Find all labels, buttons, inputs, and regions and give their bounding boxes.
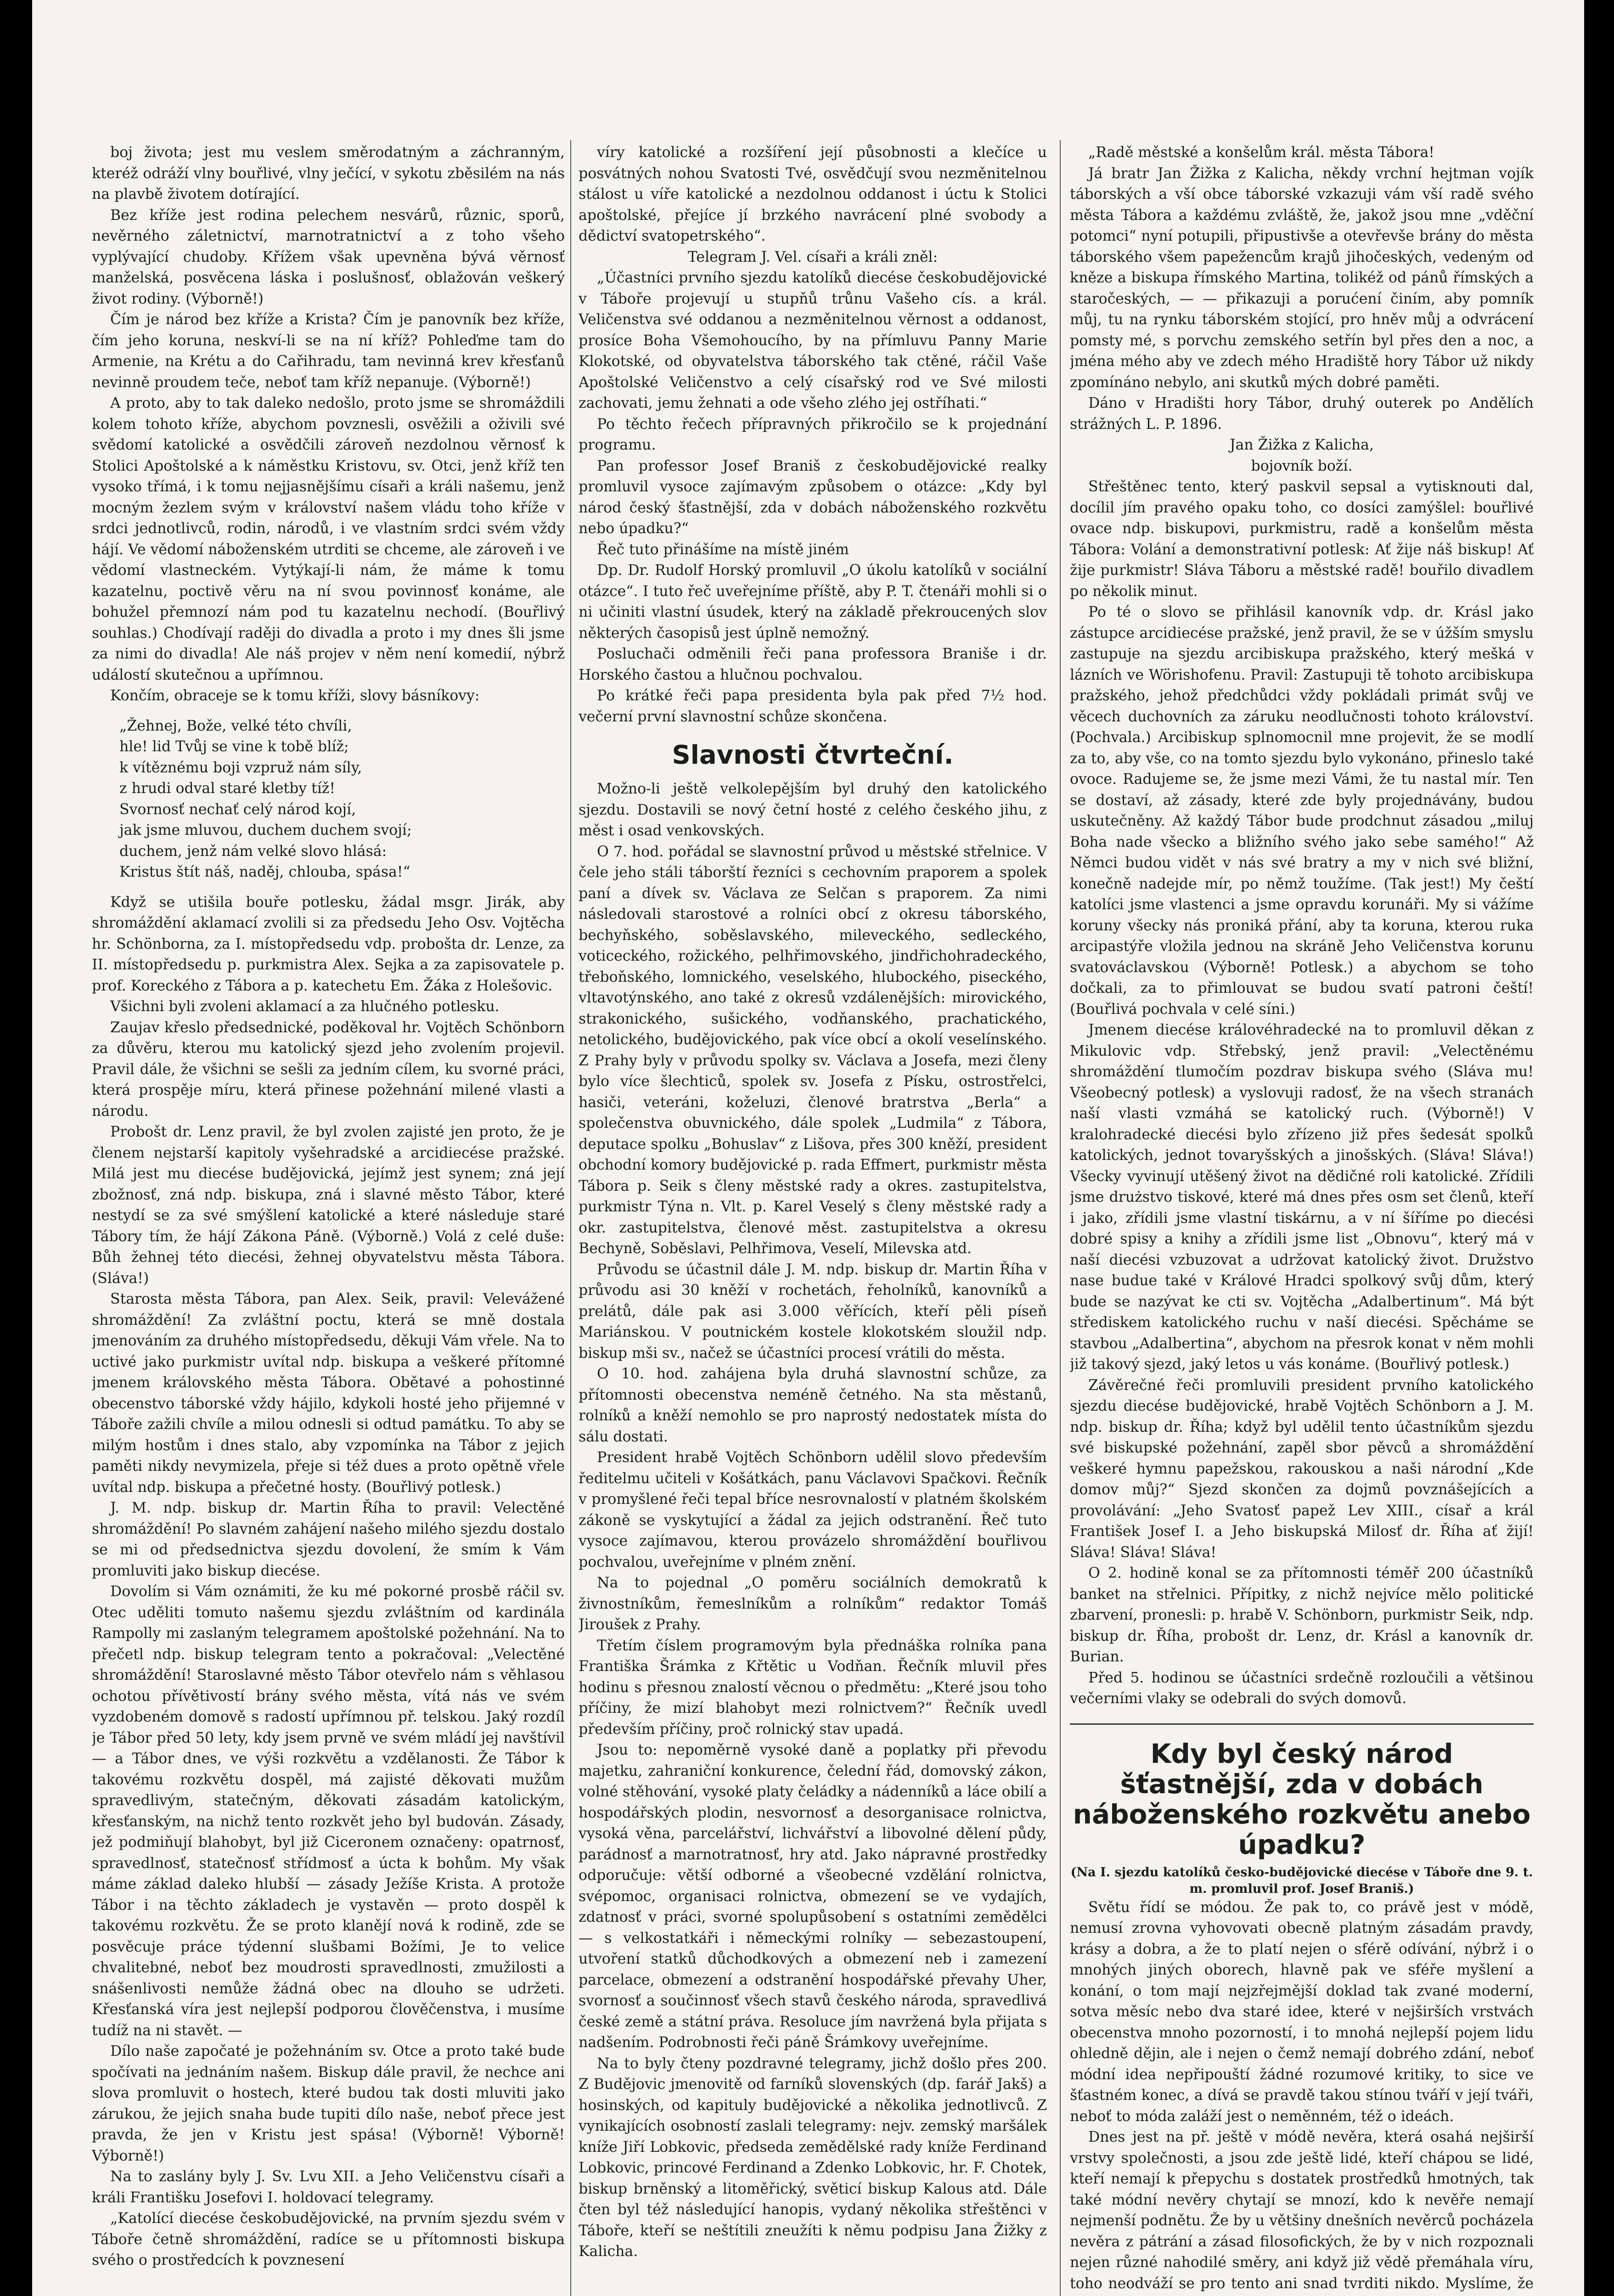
col3-paragraph: O 2. hodině konal se za přítomnosti téměř 200 účastníků banket na střelnici. Přípitky, z nichž nejvíce mělo politické zbarvení, pronesli: p. hrabě V. Schönborn, purkmistr Seik, ndp. biskup dr. Říha, probošt dr. Lenz, dr. Krásl a kanovník dr. Burian. [1070,1565,1534,1665]
section-title: Slavnosti čtvrteční. [672,740,954,770]
col1-paragraph: Končím, obraceje se k tomu kříži, slovy básníkovy: [110,687,480,704]
col3-paragraph: Po té o slovo se přihlásil kanovník vdp. dr. Krásl jako zástupce arcidiecése pražské, jenž pravil, že se v úžším smyslu zastupuje na sjezdu arcibiskupa pražského, který mešká v lázních ve Wörishofenu. Pravil: Zastupuji tě tohoto arcibiskupa pražského, jehož předchůdci vždy pokládali primát svůj ve věcech duchovních za záruku neodlučnosti tohoto království. (Pochvala.) Arcibiskup splnomocnil mne projevit, že se modlí za to, aby vše, co na tomto sjezdu bylo vykonáno, přineslo také ovoce. Radujeme se, že jsme mezi Vámi, že tu nastal mír. Ten se dostaví, až zásady, které zde byly projednávány, budou uskutečněny. Až každý Tábor bude prodchnut zásadou „miluj Boha nade všecko a bližního svého jako sebe samého!“ Až Němci budou vidět v nás své bratry a my v nich své bližní, konečně nadejde mír, po němž toužíme. (Tak jest!) My čeští katolíci jsme vlastenci a jsme opravdu korunáři. My si vážíme koruny všecky nás proniká přání, aby ta koruna, kterou ruka arcipastýře vložila jednou na skráně Jeho Veličenstva korunu svatováclavskou (Výborně! Potlesk.) a abychom se toho dočkali, za to přimlouvat se budou svatí patroni čeští! (Bouřlivá pochvala v celé síni.) [1070,604,1534,1018]
col2-paragraph: Dp. Dr. Rudolf Horský promluvil „O úkolu katolíků v sociální otázce“. I tuto řeč uveřejníme příště, aby P. T. čtenáři mohli si o ni učiniti vlastní úsudek, který na základě překroucených slov některých časopisů jest úplně nemožný. [579,562,1047,642]
col1-paragraph: A proto, aby to tak daleko nedošlo, proto jsme se shromáždili kolem tohoto kříže, abychom povznesli, osvěžili a oživili své svědomí katolické a osvědčili zároveň nezdolnou věrnosť k Stolici Apoštolské a k náměstku Kristovu, sv. Otci, jenž kříž ten vysoko třímá, i k tomu nejjasnějšímu císaři a králi našemu, jenž mocným žezlem svým v království našem vládu toho kříže v srdci jednotlivců, rodin, národů, i ve vlastním srdci svém vždy hájí. Ve vědomí náboženském utrditi se chceme, ale zároveň i ve vědomí vlastneckém. Vytýkají-li nám, že máme k tomu kazatelnu, poctivě věru na ní svou povinnosť konáme, ale bohužel přemnozí nám pod tu kazatelnu nechodí. (Bouřlivý souhlas.) Chodívají raději do divadla a proto i my dnes šli jsme za nimi do divadla! Ale náš projev v něm není komedií, nýbrž událostí skutečnou a upřímnou. [92,395,565,683]
article-note: (Na I. sjezdu katolíků česko-budějovické diecése v Táboře dne 9. t. m. promluvil prof. Josef Braniš.) [1070,1865,1533,1896]
col3-paragraph: Střeštěnec tento, který paskvil sepsal a vytisknouti dal, docílil jím pravého opaku toho, co dosíci zamýšlel: bouřlivé ovace ndp. biskupovi, purkmistru, radě a konšelům města Tábora: Volání a demonstrativní potlesk: Ať žije náš biskup! Ať žije purkmistr! Sláva Táboru a městské radě! bouřilo divadlem po několik minut. [1070,478,1534,600]
column-rule-1 [570,140,571,2296]
col2-paragraph: Po krátké řeči papa presidenta byla pak před 7½ hod. večerní první slavnostní schůze skončena. [579,687,1047,725]
poem-line: k vítěznému boji vzpruž nám síly, [119,759,362,776]
col2-paragraph: O 10. hod. zahájena byla druhá slavnostní schůze, za přítomnosti obecenstva neméně četného. Na sta městanů, rolníků a kněží nemohlo se pro naprostý nedostatek místa do sálu dostati. [579,1366,1047,1445]
col2-paragraph: Pan professor Josef Braniš z českobudějovické realky promluvil vysoce zajímavým způsobem o otázce: „Kdy byl národ český šťastnější, zda v dobách náboženského rozkvětu nebo úpadku?“ [579,457,1047,537]
col2-paragraph: Na to pojednal „O poměru sociálních demokratů k živnostníkům, řemeslníkům a rolníkům“ redaktor Tomáš Jiroušek z Prahy. [579,1575,1047,1633]
poem-line: „Žehnej, Bože, velké této chvíli, [119,717,352,734]
poem-line: jak jsme mluvou, duchem duchem svojí; [119,822,412,838]
article-paragraph: Dnes jest na př. ještě v módě nevěra, která osahá nejširší vrstvy společnosti, a jsou zde ještě lidé, kteří chápou se lidé, kteří nemají k přepychu s dostatek prostředků hmotných, tak také módní nevěry chytají se mnozí, kdo k nevěře nemají nejmenší podnětu. Že by u většiny dnešních nevěrců pocházela nevěra z pátrání a zásad filosofických, že by v nich rozpoznali nejen různé nahodilé směry, ani když již vědě přemáhala víru, toho neodváží se pro tento ani snad tvrditi nikdo. Myslíme, že [1070,2129,1534,2292]
signature-line: bojovník boží. [1251,457,1353,474]
column-2 [579,142,1047,2296]
col1-paragraph: „Katolící diecése českobudějovické, na prvním sjezdu svém v Táboře četně shromáždění, radíce se u přítomnosti biskupa svého o prostředcích k povznesení [92,2210,565,2268]
col2-paragraph: Po těchto řečech přípravných přikročilo se k projednání programu. [579,416,1047,453]
poem-line: duchem, jenž nám velké slovo hlásá: [119,843,387,860]
signature-line: Jan Žižka z Kalicha, [1230,437,1374,453]
col3-paragraph: Jmenem diecése královéhradecké na to promluvil děkan z Mikulovic vdp. Střebský, jenž pravil: „Velectěnému shromáždění tlumočím pozdrav biskupa svého (Sláva mu! Všeobecný potlesk) a vyslovuji radosť, že na všech stranách naší vlasti vzmáhá se katolický ruch. (Výborně!) V kralohradecké diecési bylo zřízeno již přes šedesát spolků katolických, jednot tovaryšských a jinošských. (Sláva! Sláva!) Všecky vyvinují utěšený život na dědičné roli katolické. Zřídili jsme drużstvo tiskové, které má dnes přes osm set členů, kteří i jako, zřídili jsme vlastní tiskárnu, a v ní šíříme po diecési dobré spisy a knihy a zřídili jsme list „Obnovu“, který má v naší diecési vzbuzovat a udržovat katolický život. Družstvo nase budue také v Králové Hradci spolkový svůj dům, který bude se nazývat ke cti sv. Vojtěcha „Adalbertinum“. Má být střediskem katolického ruchu v naší diecési. Spěcháme se stavbou „Adalbertina“, abychom na přesrok konat v něm mohli již takový sjezd, jaký letos u vás konáme. (Bouřlivý potlesk.) [1070,1022,1534,1373]
col1-paragraph: Zaujav křeslo předsednické, poděkoval hr. Vojtěch Schönborn za důvěru, kterou mu katolický sjezd jeho zvolením projevil. Pravil dále, že všichni se sešli za jedním cílem, ku svorné práci, která prospěje míru, která přinese požehnání milené vlasti a národu. [92,1019,565,1120]
col1-paragraph: Když se utišila bouře potlesku, žádal msgr. Jirák, aby shromáždění aklamací zvolili si za předsedu Jeho Osv. Vojtěcha hr. Schönborna, za I. místopředsedu vdp. proboštа dr. Lenze, za II. místopředsedu p. purkmistra Alex. Sejka a za zapisovatele p. prof. Koreckého z Tábora a p. katechetu Em. Žáka z Holešovic. [92,894,565,994]
col2-paragraph: Řeč tuto přinášíme na místě jiném [597,541,849,558]
col1-paragraph: Bez kříže jest rodina pelechem nesvárů, různic, sporů, nevěrného záletnictví, marnotratnictví a z toho všeho vyplývající chudoby. Křížem však upevněna bývá věrnosť manželská, posvěcena láska i poslušnosť, oblažován veškerý život rodiny. (Výborně!) [92,207,565,307]
col2-paragraph: Jsou to: nepoměrně vysoké daně a poplatky při převodu majetku, zahraniční konkurence, čelední řád, domovský zákon, volné stěhování, vysoké platy čeládky a nádenníků a láce obilí a hospodářských plodin, nesvornosť a desorganisace rolnictva, vysoká věna, parcelářství, lichvářství a libovolné dělení půdy, parádnosť a marnotratnosť, hry atd. Jako nápravné prostředky odporučuje: větší odborné a všeobecné vzdělání rolnictva, svépomoc, organisaci rolnictva, obmezení se ve vydajích, zdatnosť v práci, svorné spolupůsobení s ostatními zemědělci — s velkostatkáři i německými rolníky — sebezastoupení, utvoření statků důchodkových a obmezení neb i zamezení parcelace, obmezení a odstranění hospodářské převahy Uher, svornosť a součinnosť všech stavů českého národa, spravedlivá české země a státní práva. Resoluce jím navržená byla přijata s nadšením. Podrobnosti řeči páně Šrámkovy uveřejníme. [579,1742,1047,2051]
col3-paragraph: Před 5. hodinou se účastníci srdečně rozloučili a většinou večerními vlaky se odebrali do svých domovů. [1070,1669,1534,1707]
column-1 [92,142,565,2296]
poem-line: Svornosť nechať celý národ kojí, [119,801,356,818]
col2-paragraph: Posluchači odměnili řeči pana professora Braniše i dr. Horského častou a hlučnou pochvalou. [579,646,1047,683]
col1-paragraph: Probošt dr. Lenz pravil, že byl zvolen zajisté jen proto, že je členem nejstarší kapitoly vyšehradské a arcidiecése pražské. Milá jest mu diecése budějovická, jejímž jest synem; zná její zbožnosť, zná ndp. biskupa, zná i slavné město Tábor, které nestydí se za své smýšlení katolické a které následuje staré Tábory tím, že hájí Zákona Páně. (Výborně.) Volá z celé duše: Bůh žehnej této diecési, žehnej obyvatelstvu města Tábora. (Sláva!) [92,1124,565,1287]
article-title: Kdy byl český národ šťastnější, zda v dobách náboženského rozkvětu anebo úpadku? [1073,1738,1531,1860]
col3-paragraph: Já bratr Jan Žižka z Kalicha, někdy vrchní hejtman vojík táborských a vší obce táborské vzkazuji vám vší radě svého města Tábora a každému zvláště, že, jakož jsou mne „vděční potomci“ nyní potupili, připustivše a otevřevše brány do města táborského všem papežencům krajů jihočeských, vedeným od kněze a biskupa římského Martina, tolikéž od pánů římských a staročeských, — — přikazuji a porućení činím, aby pomník můj, tu na rynku táborském stojící, pro hněv můj a odvrácení pomsty mé, s porvchu zemského setřín byl přes den a noc, a jména mého aby ve zdech mého Hradiště hory Tábor už nikdy zpomínáno nebylo, ani skutků mých dobré paměti. [1070,165,1534,391]
col2-paragraph: víry katolické a rozšíření její působnosti a klečíce u posvátných nohou Svatosti Tvé, osvědčují svou nezměnitelnou stálost u víře katolické a nezdolnou oddanost i úctu k Stolici apoštolské, přejíce jí brzkého navrácení plné svobody a dědictví svatopetrského“. [579,144,1047,244]
newspaper-page [32,0,1584,2296]
col2-paragraph: Telegram J. Vel. císaři a králi zněl: [687,248,938,265]
col2-paragraph: Na to byly čteny pozdravné telegramy, jichž došlo přes 200. Z Budějovic jmenovitě od farníků slovenských (dp. farář Jakš) a hosinských, od kapituly budějovické a několika jednotlivců. Z vynikajících osobností zaslali telegramy: nejv. zemský maršálek kníže Jiří Lobkovic, předseda zemědělské rady kníže Ferdinand Lobkovic, princové Ferdinand a Zdenko Lobkovic, hr. F. Chotek, biskup brněnský a litoměřický, světicí biskup Kalous atd. Dále čten byl též následující hanopis, vydaný několika střeštěnci v Táboře, kteří se neštítili zneužíti k němu podpisu Jana Žižky z Kalicha. [579,2055,1047,2260]
col1-paragraph: J. M. ndp. biskup dr. Martin Říha to pravil: Velectěné shromáždění! Po slavném zahájení našeho milého sjezdu dostalo se mi od předsednictva sjezdu dovolení, že smím k Vám promluviti jako biskup diecése. [92,1500,565,1579]
col1-paragraph: Dovolím si Vám oznámiti, že ku mé pokorné prosbě ráčil sv. Otec uděliti tomuto našemu sjezdu zvláštním od kardinála Rampolly mi zaslaným telegramem apoštolské požehnání. Na to přečetl ndp. biskup telegram tento a pokračoval: „Velectěné shromáždění! Staroslavné město Tábor otevřelo nám s věhlasou ochotou přívětivostí brány svého města, vítá nás ve svém vyzdobeném domově s radostí upřímnou př. telskou. Jaký rozdíl je Tábor před 50 lety, kdy jsem prvně ve svém mládí jej navštívil — a Tábor dnes, ve výši rozkvětu a vzdělanosti. Že Tábor k takovému rozkvětu dospěl, má zajisté děkovati mužům spravedlivým, statečným, děkovati zásadám katolickým, křesťanským, na nichž tento rozkvět jeho byl budován. Zásady, jež podmiňují blahobyt, byl již Ciceronem označeny: opatrnosť, spravedlnosť, statečnosť střídmosť a úcta k bohům. My však máme základ daleko hlubší — zásady Ježíše Krista. A protože Tábor i na těchto základech je vystavěn — proto dospěl k takovému rozkvětu. Že se proto klanějí nová k rodině, zde se posvěcuje práce týdenní slušbami Božími, Je to velice chvalitebné, neboť bez moudrosti spravedlnosti, zmužilosti a snášenlivosti nemůže žádná obec na dlouho se udržeti. Křesťanská víra jest nejlepší podporou člověčenstva, i musíme tudíž na ni stavět. — [92,1583,565,2039]
col1-paragraph: boj života; jest mu veslem směrodatným a záchranným, kteréž odráží vlny bouřlivé, vlny ječící, v sykotu zběsilém na nás na plavbě životem dotírající. [92,144,565,203]
col3-paragraph: Závěrečné řeči promluvili president prvního katolického sjezdu diecése budějovické, hrabě Vojtěch Schönborn a J. M. ndp. biskup dr. Říha; když byl udělil tento účastníkům sjezdu své biskupské požehnání, zapěl sbor pěvců a shromáždění veškeré hymnu papežskou, rakouskou a naši národní „Kde domov můj?“ Sjezd skončen za dojmů povznášejících a provolávání: „Jeho Svatosť papež Lev XIII., císař a král František Josef I. a Jeho biskupská Milosť dr. Říha ať žijí! Sláva! Sláva! Sláva! [1070,1377,1534,1561]
column-rule-2 [1060,140,1061,2296]
article-divider [1070,1723,1534,1725]
col1-paragraph: Všichni byli zvoleni aklamací a za hlučného potlesku. [110,998,500,1015]
col2-paragraph: President hrabě Vojtěch Schönborn udělil slovo především ředitelmu učiteli v Košátkách, panu Václavovi Spačkovi. Řečník v promyšlené řeči tepal bříce nesrovnalostí v platném školském zákoně se vyskytující a žádal za jejich odstranění. Řeč tuto vysoce zajímavou, kterou provázelo shromáždění bouřlivou pochvalou, uveřejníme v plném znění. [579,1449,1047,1570]
poem-line: z hrudi odval staré kletby tíž! [119,780,336,797]
article-paragraph: Světu řídí se módou. Že pak to, co právě jest v módě, nemusí zrovna vyhovovati obecně platným zásadám pravdy, krásy a dobra, a že to platí nejen o sférě odívání, nýbrž i o mnohých jiných oborech, hlavně pak ve sféře myšlení a konání, o tom mají nejzřejmější doklad tak zvané moderní, sotva měsíc nebo dva staré idee, které v nejširších vrstvách obecenstva mnoho pozorností, i to mnohá nejlepší pojem lidu ohledně dějin, ale i nejen o čemž nemají dobrého zdání, neboť módní idea nepřipouští žádné rozumové kritiky, to sice ve šťastném konec, a dívá se pravdě takou stínou tváří v její tváři, neboť to móda zaláží jest o neměnném, též o ideách. [1070,1899,1534,2125]
col2-paragraph: O 7. hod. pořádal se slavnostní průvod u městské střelnice. V čele jeho stáli táborští řezníci s cechovním praporem a spolek paní a dívek sv. Václava ze Selčan s praporem. Za nimi následovali starostové a rolníci obcí z okresu táborského, bechyňského, soběslavského, mileveckého, sedleckého, voticeckého, rožického, pelhřimovského, jindřichohradeckého, třeboňského, lomnického, veselského, hlubockého, piseckého, vltavotýnského, ano také z okresů vzdálenějších: mirovického, strakonického, sušického, vodňanského, prachatického, netolického, budějovického, pak více obcí a okolí veselínského. Z Prahy byly v průvodu spolky sv. Václava a Josefa, mezi členy bylo více šlechticů, spolek sv. Josefa z Písku, ostrostřelci, hasiči, veteráni, koželuzi, členové bratrstva „Berla“ a společenstva obuvnického, dále spolek „Ludmila“ z Tábora, deputace spolku „Bohuslav“ z Lišova, přes 300 kněží, president obchodní komory budějovické p. rada Effmert, purkmistr města Tábora p. Seik s členy městské rady a okres. zastupitelstva, purkmistr Týna n. Vlt. p. Karel Veselý s členy městské rady a okr. zastupitelstva, členové měst. zastupitelstva a okresu Bechyně, Soběslavi, Pelhřimova, Veselí, Milevska atd. [579,843,1047,1257]
col2-paragraph: Průvodu se účastnil dále J. M. ndp. biskup dr. Martin Říha v průvodu asi 30 kněží v rochetách, řeholníků, kanovníků a prelátů, dále pak asi 3.000 věřících, kteří pěli píseň Mariánskou. V poutnickém kostele klokotském sloužil ndp. biskup mši sv., načež se účastníci procesí vrátili do města. [579,1261,1047,1362]
col2-paragraph: Třetím číslem programovým byla přednáška rolníka pana Františka Šrámka z Křtětic u Vodňan. Řečník mluvil přes hodinu s přesnou znalostí věcnou o předmětu: „Které jsou toho příčiny, že mizí blahobyt mezi rolnictvem?“ Řečník uvedl především příčiny, proč rolnický stav upadá. [579,1637,1047,1738]
col1-paragraph: Na to zaslány byly J. Sv. Lvu XII. a Jeho Veličenstvu císaři a králi Františku Josefovi I. holdovací telegramy. [92,2168,565,2206]
column-3 [1070,142,1534,2296]
col1-paragraph: Čím je národ bez kříže a Krista? Čím je panovník bez kříže, čím jeho koruna, neskví-li se na ní kříž? Pohleďme tam do Armenie, na Krétu a do Cařihradu, tam nevinná krev křesťanů nevinně proudem teče, neboť tam kříž nepanuje. (Výborně!) [92,311,565,391]
col3-paragraph: „Radě městské a konšelům král. města Tábora! [1088,144,1434,161]
col3-paragraph: Dáno v Hradišti hory Tábor, druhý outerek po Andělích strážných L. P. 1896. [1070,395,1534,433]
col2-paragraph: Možno-li ještě velkolepějším byl druhý den katolického sjezdu. Dostavili se nový četní hosté z celého českého jihu, z měst i osad venkovských. [579,781,1047,839]
col1-paragraph: Starosta města Tábora, pan Alex. Seik, pravil: Velevážené shromáždění! Za zvláštní poctu, která se mně dostala jmenováním za druhého místopředsedu, děkuji Vám vřele. Na to uctivé jako purkmistr uvítal ndp. biskupa a veškeré přítomné jmenem královského města Tábora. Obětavé a pohostinné obecenstvo táborské vždy hájilo, kdykoli hosté jeho přijemné v Táboře zažili chvíle a milou odnesli si odtud památku. To aby se milým hostům i dnes stalo, aby vzpomínka na Tábor z jejich paměti nikdy nevymizela, přeje si též dues a proto opětně vřele uvítal ndp. biskupa a přečetné hosty. (Bouřlivý potlesk.) [92,1291,565,1496]
col1-paragraph: Dílo naše započaté je požehnáním sv. Otce a proto také bude spočívati na jednáním našem. Biskup dále pravil, že nechce ani slova promluvit o hostech, které budou tak dosti mluviti jako zárukou, že jejich snaha bude tupiti dílo naše, neboť přece jest pravda, že jen v Kristu jest spása! (Výborně! Výborně! Výborně!) [92,2043,565,2164]
poem-line: hle! lid Tvůj se vine k tobě blíž; [119,738,349,755]
poem-line: Kristus štít náš, naděj, chlouba, spása!“ [119,864,411,880]
col2-paragraph: „Účastníci prvního sjezdu katolíků diecése českobudějovické v Táboře projevují u stupňů trůnu Vašeho cís. a král. Veličenstva své oddanou a nezměnitelnou věrnost a oddanost, prosíce Boha Všemohoucího, by na přímluvu Panny Marie Klokotské, od obyvatelstva táborského tak ctěné, ráčil Vaše Apoštolské Veličenstvo a celý císařský rod ve Své milosti zachovati, jemu žehnati a ode všeho zlého jej ostříhati.“ [579,270,1047,411]
